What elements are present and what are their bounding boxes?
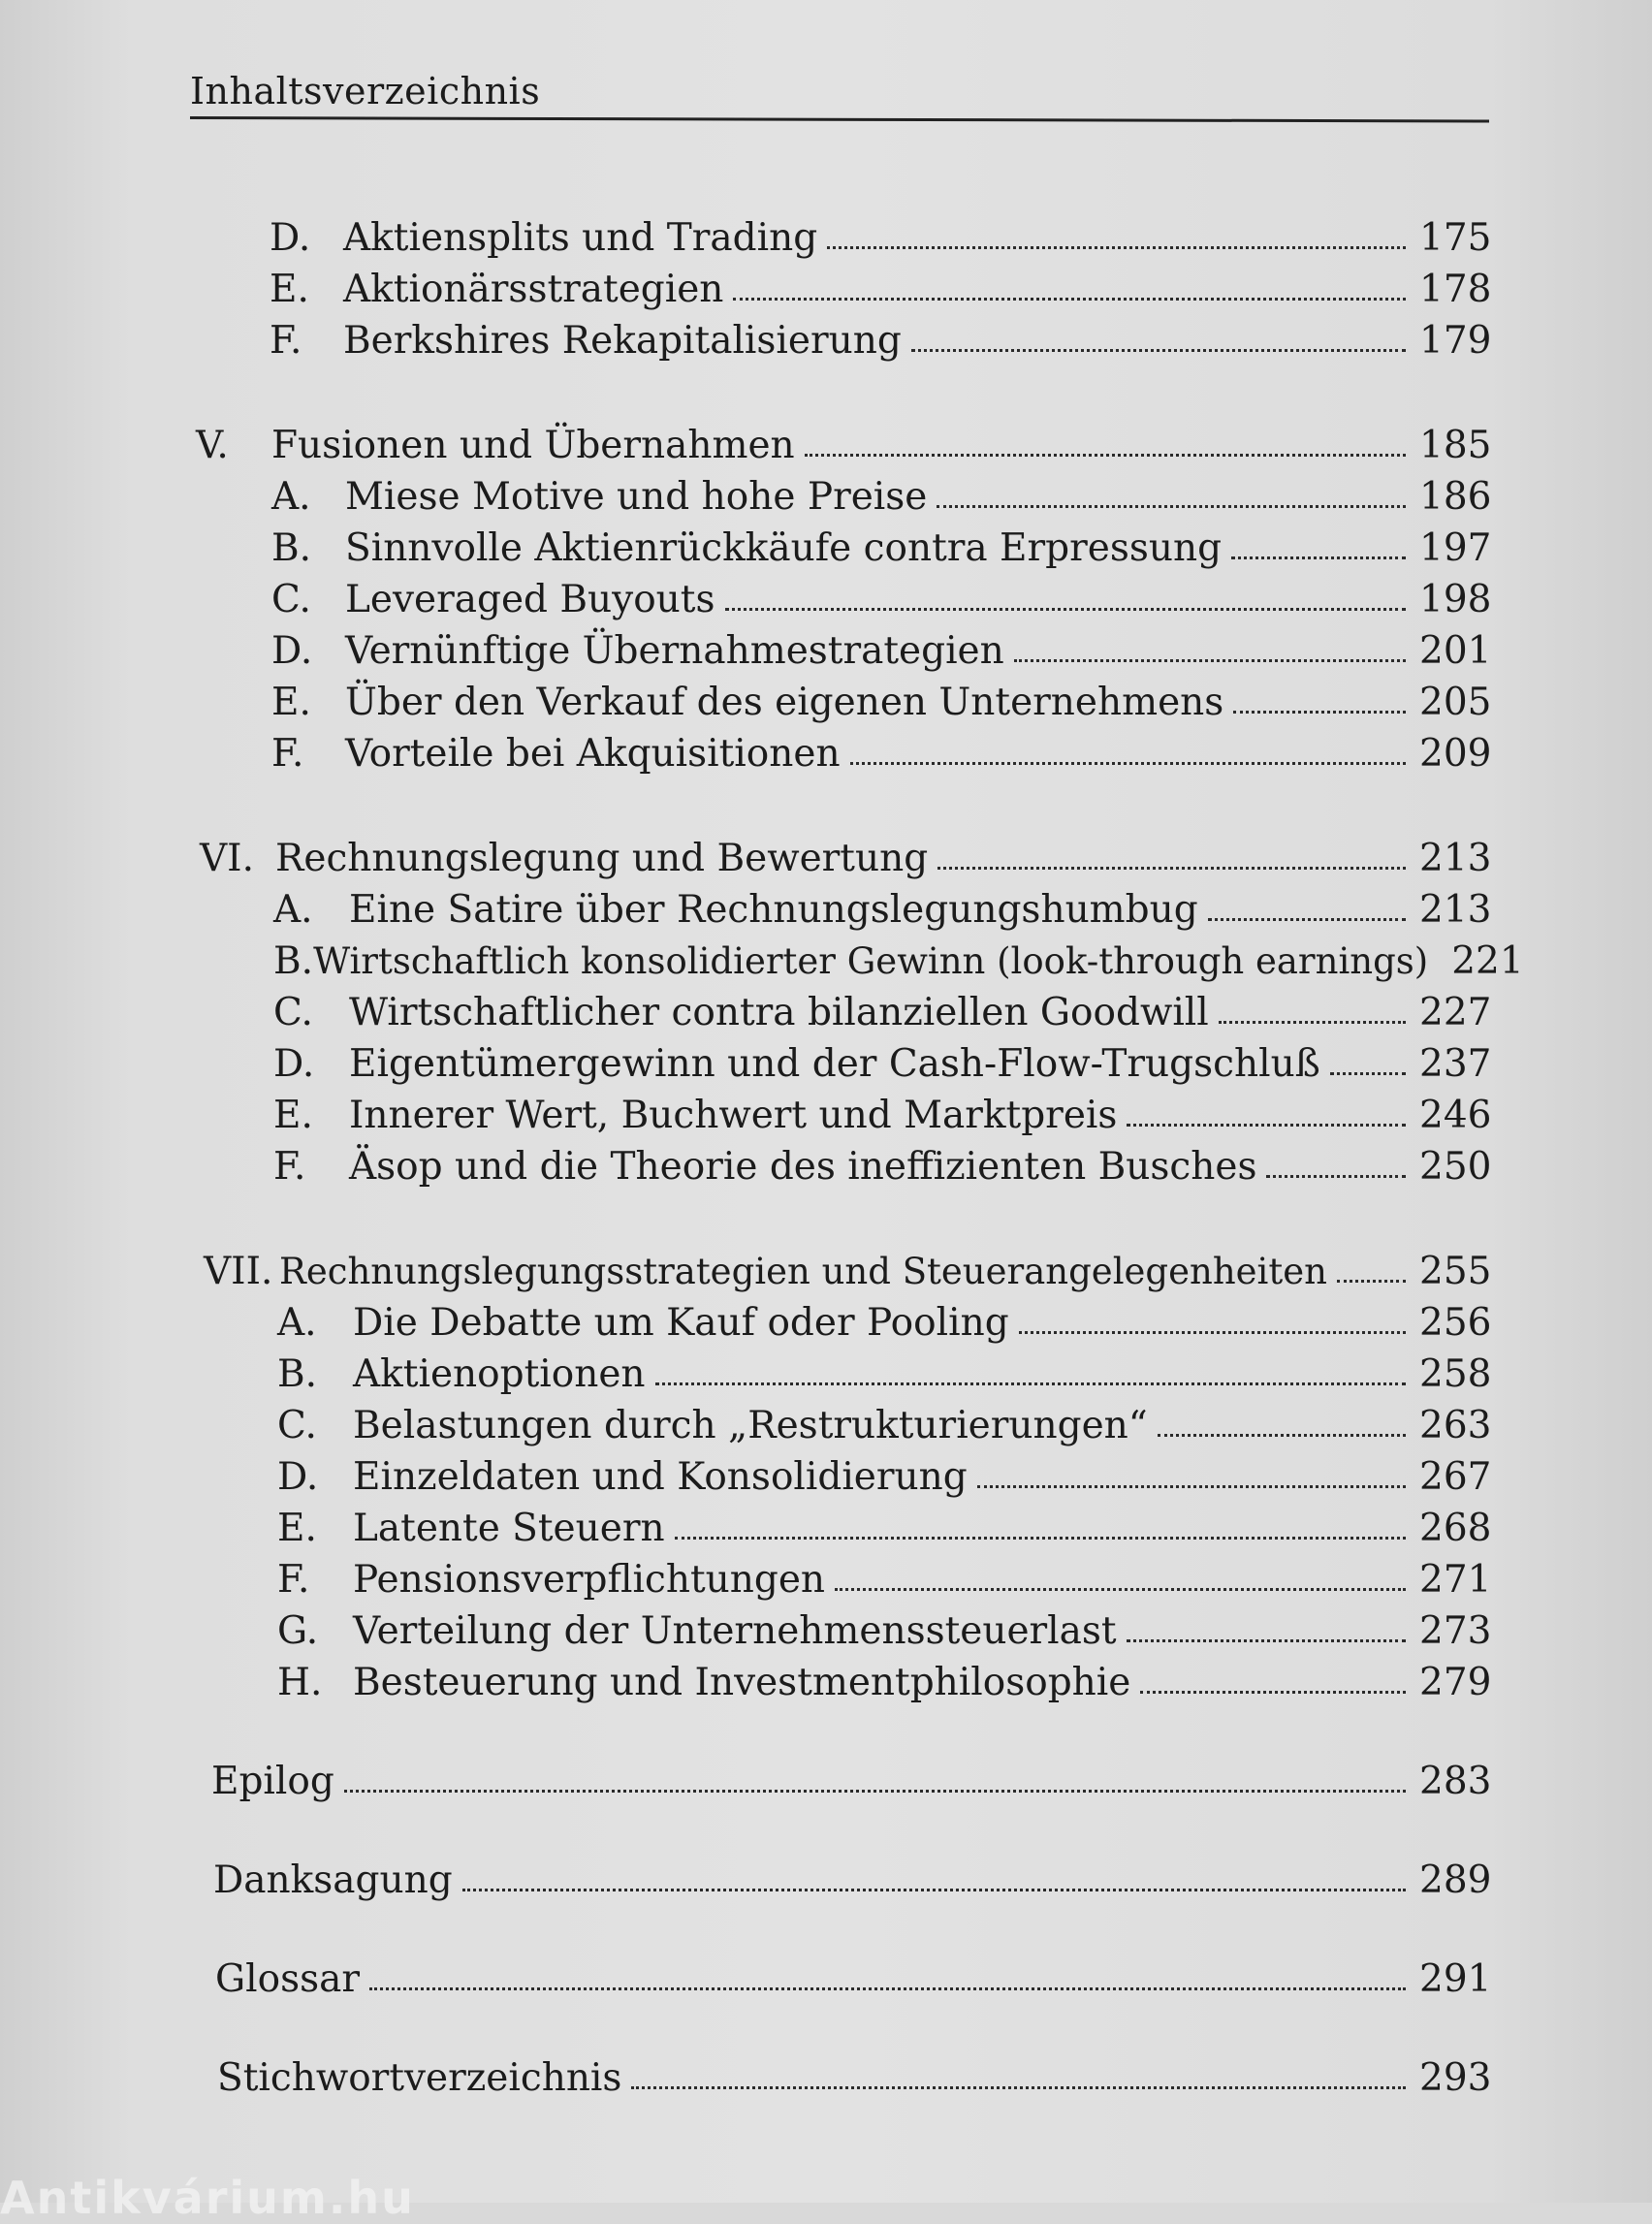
dot-leader	[631, 2086, 1406, 2089]
chapter-title: Rechnungslegung und Bewertung	[275, 837, 929, 880]
entry-title: Eine Satire über Rechnungslegungshumbug	[349, 888, 1198, 932]
dot-leader	[1158, 1434, 1406, 1437]
entry-page: 246	[1419, 1094, 1492, 1137]
toc-entry	[273, 939, 1524, 983]
chapter-page: 255	[1419, 1250, 1492, 1293]
dot-leader	[1127, 1124, 1406, 1127]
running-head: Inhaltsverzeichnis	[190, 70, 541, 112]
toc-entry	[277, 1301, 1492, 1345]
chapter-page: 213	[1419, 837, 1492, 880]
chapter-title: Fusionen und Übernahmen	[271, 424, 795, 467]
entry-page: 273	[1419, 1609, 1492, 1653]
entry-title: Einzeldaten und Konsolidierung	[353, 1455, 968, 1499]
dot-leader	[805, 454, 1406, 457]
entry-number: D.	[277, 1455, 319, 1499]
entry-page: 256	[1419, 1301, 1492, 1345]
dot-leader	[1330, 1072, 1406, 1075]
dot-leader	[1127, 1639, 1406, 1642]
dot-leader	[1337, 1280, 1406, 1283]
dot-leader	[675, 1537, 1406, 1540]
dot-leader	[1014, 659, 1406, 662]
toc-entry	[271, 681, 1492, 724]
dot-leader	[1266, 1175, 1406, 1178]
entry-page: 271	[1419, 1558, 1492, 1602]
chapter-title: Rechnungslegungsstrategien und Steuerangelegenheiten	[279, 1251, 1327, 1292]
entry-title: Über den Verkauf des eigenen Unternehmens	[345, 681, 1224, 724]
dot-leader	[850, 762, 1406, 765]
toc-entry	[270, 268, 1492, 311]
dot-leader	[937, 867, 1406, 870]
entry-page: 209	[1419, 732, 1492, 776]
entry-number: E.	[277, 1507, 317, 1550]
entry-number: H.	[277, 1661, 323, 1704]
entry-page: 175	[1419, 216, 1492, 260]
dot-leader	[733, 298, 1406, 301]
entry-number: D.	[270, 216, 311, 260]
dot-leader	[725, 608, 1407, 611]
entry-number: B.	[273, 939, 314, 983]
toc-back-matter	[215, 1957, 1492, 2001]
entry-number: B.	[271, 526, 312, 570]
chapter-number: V.	[196, 424, 229, 467]
back-matter-page: 283	[1419, 1760, 1492, 1803]
entry-title: Eigentümergewinn und der Cash-Flow-Trugschluß	[349, 1042, 1320, 1086]
toc-entry	[270, 216, 1492, 260]
back-matter-title: Stichwortverzeichnis	[217, 2056, 622, 2100]
entry-number: A.	[273, 888, 313, 932]
entry-title: Sinnvolle Aktienrückkäufe contra Erpressung	[345, 526, 1223, 570]
toc-entry	[271, 475, 1492, 519]
entry-title: Wirtschaftlicher contra bilanziellen Goodwill	[349, 991, 1209, 1034]
entry-page: 201	[1419, 629, 1492, 673]
entry-number: E.	[271, 681, 311, 724]
toc-entry	[270, 319, 1492, 363]
entry-page: 258	[1419, 1352, 1492, 1396]
toc-entry	[277, 1507, 1492, 1550]
toc-entry	[273, 1042, 1492, 1086]
toc-entry	[277, 1609, 1492, 1653]
entry-title: Verteilung der Unternehmenssteuerlast	[353, 1609, 1117, 1653]
entry-page: 213	[1419, 888, 1492, 932]
toc-entry	[277, 1352, 1492, 1396]
toc-back-matter	[217, 2056, 1492, 2100]
entry-number: B.	[277, 1352, 318, 1396]
toc-entry	[277, 1404, 1492, 1447]
toc-entry	[273, 1145, 1492, 1189]
entry-title: Berkshires Rekapitalisierung	[343, 319, 902, 363]
toc-entry	[277, 1455, 1492, 1499]
chapter-number: VII.	[204, 1250, 273, 1293]
entry-title: Vernünftige Übernahmestrategien	[345, 629, 1004, 673]
entry-title: Aktionärsstrategien	[343, 268, 724, 311]
entry-title: Miese Motive und hohe Preise	[345, 475, 928, 519]
entry-number: C.	[277, 1404, 317, 1447]
entry-title: Aktienoptionen	[353, 1352, 646, 1396]
toc-entry	[271, 629, 1492, 673]
entry-number: D.	[271, 629, 313, 673]
toc-entry	[277, 1558, 1492, 1602]
toc-chapter-heading	[196, 424, 1492, 467]
entry-number: D.	[273, 1042, 315, 1086]
entry-title: Belastungen durch „Restrukturierungen“	[353, 1404, 1148, 1447]
entry-number: F.	[273, 1145, 306, 1189]
entry-title: Latente Steuern	[353, 1507, 665, 1550]
entry-number: G.	[277, 1609, 319, 1653]
toc-entry	[271, 578, 1492, 621]
back-matter-page: 289	[1419, 1859, 1492, 1902]
entry-title: Vorteile bei Akquisitionen	[345, 732, 841, 776]
toc-entry	[273, 991, 1492, 1034]
toc-back-matter	[211, 1760, 1492, 1803]
dot-leader	[911, 349, 1406, 352]
entry-title: Innerer Wert, Buchwert und Marktpreis	[349, 1094, 1118, 1137]
entry-page: 197	[1419, 526, 1492, 570]
entry-number: C.	[271, 578, 311, 621]
entry-number: E.	[273, 1094, 313, 1137]
entry-number: F.	[270, 319, 302, 363]
entry-number: F.	[271, 732, 304, 776]
entry-title: Aktiensplits und Trading	[343, 216, 818, 260]
back-matter-title: Epilog	[211, 1760, 334, 1803]
dot-leader	[1233, 711, 1406, 714]
toc-entry	[273, 888, 1492, 932]
toc-entry	[271, 732, 1492, 776]
back-matter-page: 293	[1419, 2056, 1492, 2100]
entry-page: 279	[1419, 1661, 1492, 1704]
dot-leader	[1231, 556, 1406, 559]
entry-number: E.	[270, 268, 309, 311]
back-matter-title: Glossar	[215, 1957, 361, 2001]
dot-leader	[827, 246, 1406, 249]
entry-page: 268	[1419, 1507, 1492, 1550]
entry-page: 267	[1419, 1455, 1492, 1499]
dot-leader	[1019, 1331, 1406, 1334]
dot-leader	[344, 1790, 1406, 1793]
entry-number: A.	[271, 475, 311, 519]
dot-leader	[1219, 1021, 1406, 1024]
dot-leader	[937, 505, 1406, 508]
back-matter-title: Danksagung	[213, 1859, 453, 1902]
entry-number: A.	[277, 1301, 317, 1345]
toc-chapter-heading	[204, 1250, 1492, 1293]
entry-title: Besteuerung und Investmentphilosophie	[353, 1661, 1131, 1704]
dot-leader	[835, 1588, 1406, 1591]
watermark: Antikvárium.hu	[0, 2172, 415, 2224]
entry-title: Wirtschaftlich konsolidierter Gewinn (look-through earnings)	[313, 940, 1429, 982]
entry-title: Leveraged Buyouts	[345, 578, 715, 621]
dot-leader	[1140, 1691, 1406, 1694]
entry-page: 178	[1419, 268, 1492, 311]
entry-page: 227	[1419, 991, 1492, 1034]
entry-page: 186	[1419, 475, 1492, 519]
chapter-number: VI.	[200, 837, 254, 880]
back-matter-page: 291	[1419, 1957, 1492, 2001]
chapter-page: 185	[1419, 424, 1492, 467]
entry-page: 198	[1419, 578, 1492, 621]
dot-leader	[462, 1889, 1406, 1891]
dot-leader	[977, 1485, 1406, 1488]
toc-back-matter	[213, 1859, 1492, 1902]
dot-leader	[1208, 918, 1406, 921]
entry-number: C.	[273, 991, 313, 1034]
entry-title: Pensionsverpflichtungen	[353, 1558, 826, 1602]
entry-title: Die Debatte um Kauf oder Pooling	[353, 1301, 1009, 1345]
entry-title: Äsop und die Theorie des ineffizienten Busches	[349, 1145, 1257, 1189]
toc-entry	[271, 526, 1492, 570]
dot-leader	[369, 1987, 1406, 1990]
entry-page: 205	[1419, 681, 1492, 724]
toc-chapter-heading	[200, 837, 1492, 880]
toc-entry	[277, 1661, 1492, 1704]
entry-page: 179	[1419, 319, 1492, 363]
entry-page: 263	[1419, 1404, 1492, 1447]
entry-number: F.	[277, 1558, 310, 1602]
entry-page: 237	[1419, 1042, 1492, 1086]
toc-entry	[273, 1094, 1492, 1137]
entry-page: 221	[1451, 939, 1524, 983]
dot-leader	[655, 1382, 1406, 1385]
entry-page: 250	[1419, 1145, 1492, 1189]
